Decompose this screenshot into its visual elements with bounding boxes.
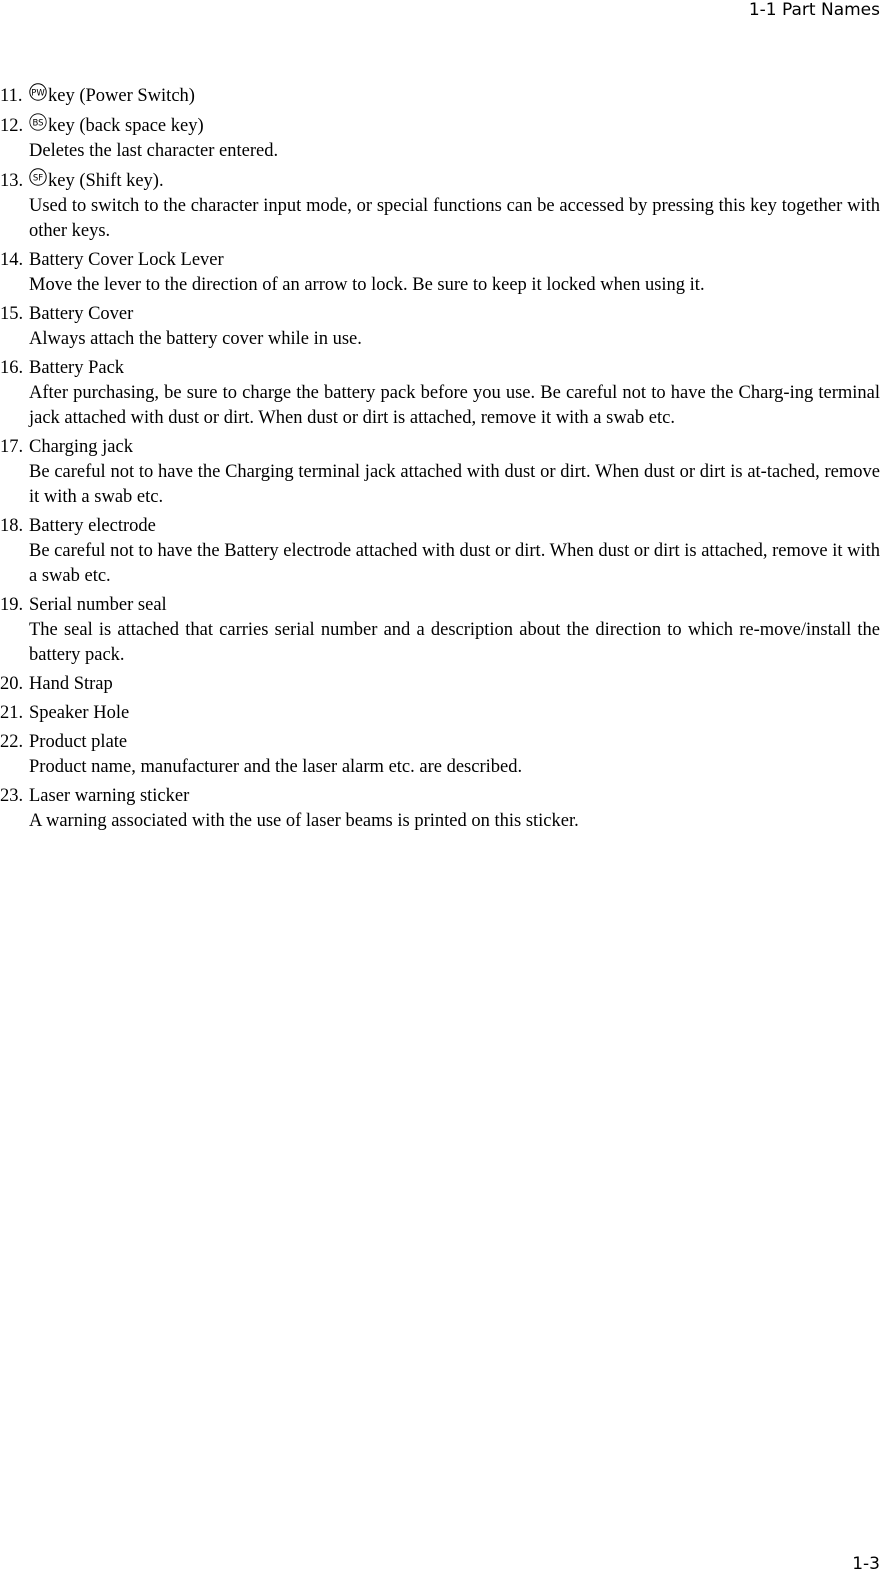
item-description: The seal is attached that carries serial number and a description about the direction to which re-move/install the battery pack.	[29, 620, 880, 665]
item-title: Product plate	[29, 732, 128, 752]
item-description: Deletes the last character entered.	[29, 141, 279, 161]
item-title: Battery electrode	[29, 516, 156, 536]
list-item	[0, 356, 880, 431]
item-number: 20.	[0, 674, 24, 694]
svg-text:BS: BS	[32, 118, 44, 129]
item-number: 12.	[0, 116, 24, 136]
item-number: 21.	[0, 703, 24, 723]
bs-key-icon	[29, 113, 47, 131]
item-title: Laser warning sticker	[29, 786, 190, 806]
item-description: Used to switch to the character input mode, or special functions can be accessed by pressing this key together with other keys.	[29, 196, 880, 241]
svg-text:PW: PW	[31, 88, 45, 99]
svg-text:SF: SF	[32, 173, 44, 184]
list-item	[0, 784, 880, 834]
item-number: 17.	[0, 437, 24, 457]
item-title: Hand Strap	[29, 674, 113, 694]
pw-key-icon	[29, 83, 47, 101]
item-number: 14.	[0, 250, 24, 270]
list-item	[0, 248, 880, 298]
running-header: 1-1 Part Names	[748, 0, 880, 20]
item-title: Serial number seal	[29, 595, 167, 615]
item-title: Battery Cover	[29, 304, 134, 324]
item-number: 18.	[0, 516, 24, 536]
item-number: 23.	[0, 786, 24, 806]
item-number: 13.	[0, 171, 24, 191]
item-description: Always attach the battery cover while in use.	[29, 329, 362, 349]
list-item	[0, 302, 880, 352]
item-title: key (Shift key).	[48, 171, 164, 191]
list-item	[0, 168, 880, 244]
item-description: Move the lever to the direction of an arrow to lock. Be sure to keep it locked when using it.	[29, 275, 705, 295]
list-item	[0, 514, 880, 589]
item-title: key (Power Switch)	[48, 86, 195, 106]
item-description: A warning associated with the use of laser beams is printed on this sticker.	[29, 811, 579, 831]
item-number: 15.	[0, 304, 24, 324]
item-description: After purchasing, be sure to charge the battery pack before you use. Be careful not to have the Charg-ing terminal jack attached with dust or dirt. When dust or dirt is attached, remove it with a swab etc.	[29, 383, 880, 428]
list-item	[0, 83, 880, 109]
item-title: Battery Cover Lock Lever	[29, 250, 224, 270]
list-item	[0, 435, 880, 510]
item-description: Be careful not to have the Battery electrode attached with dust or dirt. When dust or dirt is attached, remove it with a swab etc.	[29, 541, 880, 586]
item-title: Battery Pack	[29, 358, 125, 378]
item-title: Speaker Hole	[29, 703, 130, 723]
item-number: 11.	[0, 86, 23, 106]
list-item	[0, 593, 880, 668]
list-item	[0, 730, 880, 780]
item-title: key (back space key)	[48, 116, 204, 136]
item-number: 16.	[0, 358, 24, 378]
item-description: Product name, manufacturer and the laser alarm etc. are described.	[29, 757, 523, 777]
part-names-list	[0, 83, 880, 838]
item-description: Be careful not to have the Charging terminal jack attached with dust or dirt. When dust or dirt is at-tached, remove it with a swab etc.	[29, 462, 880, 507]
sf-key-icon	[29, 168, 47, 186]
item-number: 19.	[0, 595, 24, 615]
list-item	[0, 672, 880, 697]
list-item	[0, 113, 880, 164]
list-item	[0, 701, 880, 726]
item-title: Charging jack	[29, 437, 133, 457]
item-number: 22.	[0, 732, 24, 752]
page-number: 1-3	[852, 1554, 880, 1574]
